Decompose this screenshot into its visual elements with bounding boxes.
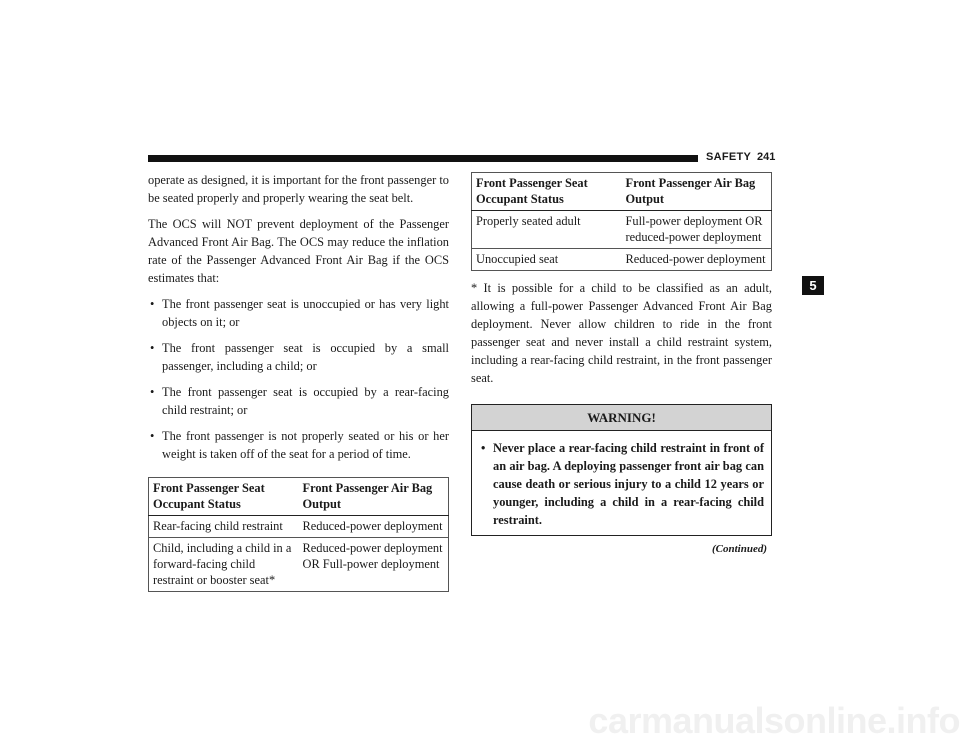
table-cell: Reduced-power deployment OR Full-power deployment (302, 541, 443, 571)
column-header-air-bag-output: Front Passenger Air Bag Output (625, 176, 756, 206)
column-header-occupant-status: Front Passenger Seat Occupant Status (153, 481, 265, 511)
table-row (472, 249, 772, 271)
list-item: • The front passenger seat is occupied by a small passenger, including a child; or (148, 339, 449, 375)
column-header-occupant-status: Front Passenger Seat Occupant Status (476, 176, 588, 206)
air-bag-output-table (148, 477, 449, 592)
left-column (148, 171, 449, 592)
air-bag-output-table-continued (471, 172, 772, 271)
continued-paragraph: operate as designed, it is important for the front passenger to be seated properly and properly wearing the seat belt. (148, 173, 449, 205)
warning-body (472, 431, 771, 535)
list-item: • The front passenger seat is unoccupied or has very light objects on it; or (148, 295, 449, 331)
footnote-paragraph: * It is possible for a child to be classified as an adult, allowing a full-power Passenger Advanced Front Air Bag deployment. Never allow children to ride in the front passenger seat and never install a child restraint system, including a rear-facing child restraint, in the front passenger seat. (471, 281, 772, 385)
table-row (149, 538, 449, 592)
table-row (472, 211, 772, 249)
table-cell: Child, including a child in a forward-facing child restraint or booster seat* (153, 541, 292, 587)
list-item: • The front passenger seat is occupied by a rear-facing child restraint; or (148, 383, 449, 419)
warning-item: • Never place a rear-facing child restraint in front of an air bag. A deploying passenger front air bag can cause death or serious injury to a child 12 years or younger, including a child in a rear-facing child restraint. (479, 439, 764, 529)
column-header-air-bag-output: Front Passenger Air Bag Output (302, 481, 433, 511)
ocs-paragraph: The OCS will NOT prevent deployment of the Passenger Advanced Front Air Bag. The OCS may reduce the inflation rate of the Passenger Advanced Front Air Bag if the OCS estimates that: (148, 217, 449, 285)
warning-list (479, 439, 764, 529)
table-cell: Rear-facing child restraint (153, 519, 283, 533)
table-cell: Properly seated adult (476, 214, 581, 228)
table-cell: Reduced-power deployment (302, 519, 443, 533)
table-header-row (149, 478, 449, 516)
warning-title: WARNING! (472, 405, 771, 431)
warning-box (471, 404, 772, 536)
page-number: 241 (757, 151, 776, 163)
watermark-text: carmanualsonline.info (588, 700, 960, 741)
header-rule (148, 155, 698, 162)
continued-label: (Continued) (711, 543, 767, 555)
table-cell: Unoccupied seat (476, 252, 559, 266)
table-row (149, 516, 449, 538)
section-title: SAFETY (706, 151, 752, 163)
table-header-row (472, 173, 772, 211)
table-cell: Reduced-power deployment (625, 252, 766, 266)
table-cell: Full-power deployment OR reduced-power deployment (625, 214, 763, 244)
right-column (471, 172, 772, 558)
list-item: • The front passenger is not properly seated or his or her weight is taken off of the seat for a period of time. (148, 427, 449, 463)
chapter-tab: 5 (802, 276, 824, 295)
ocs-conditions-list (148, 295, 449, 463)
